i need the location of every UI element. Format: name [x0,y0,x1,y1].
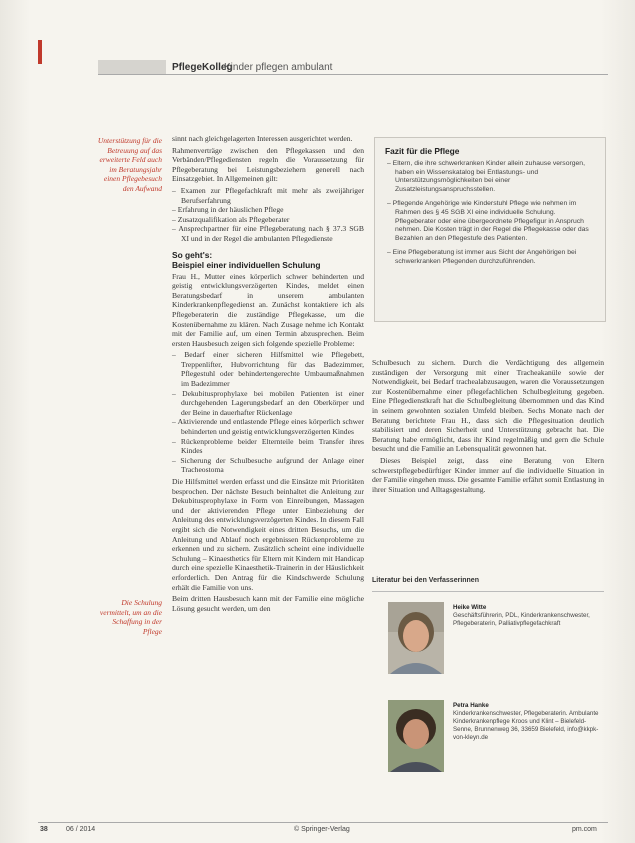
col1-paragraph-4: Die Hilfsmittel werden erfasst und die Einsätze mit Prioritäten besprochen. Der nächste Besuch beinhaltet die Anleitung zur Dekubitusprophylaxe in Form von Einreibungen, Massagen und der aktivierenden Pflege unter Einbeziehung der Anleitung des entwicklungsverzögerten Kindes. In diesem Fall ergibt sich die Notwendigkeit eines dritten Besuchs, um die Anleitung und Ablauf noch ergebnissen Rückenprobleme zu erkennen und zu sichern. Zusätzlich scheint eine individuelle Schulung – Kinaesthetics für Eltern mit Kindern mit Handicap durch eine spezielle Kinaesthetik-Trainerin in der Häuslichkeit erforderlich. Den Antrag für die Kindschwerde Schulung erhält die Familie von uns. [172,477,364,592]
section-heading [172,250,364,270]
fazit-list [375,160,605,267]
author-name: Heike Witte [453,604,487,611]
list-item: – Aktivierende und entlastende Pflege eines körperlich schwer behinderten und geistig entwicklungsverzögerten Kindes [172,417,364,436]
fazit-title: Fazit für die Pflege [385,146,460,156]
list-item: – Zusatzqualifikation als Pflegeberater [172,215,364,225]
col1-paragraph-5: Beim dritten Hausbesuch kann mit der Familie eine mögliche Lösung gesucht werden, um den [172,594,364,613]
list-item: – Examen zur Pflegefachkraft mit mehr als zweijähriger Berufserfahrung [172,186,364,205]
col1-problems-list [172,350,364,475]
footer-rule [38,822,608,823]
brand-label: PflegeKolleg [172,62,233,73]
author-photo-2 [388,700,444,772]
list-item: – Erfahrung in der häuslichen Pflege [172,205,364,215]
author-details: Geschäftsführerin, PDL, Kinderkrankenschwester, Pflegeberaterin, Palliativpflegefachkraft [453,612,590,627]
col2-paragraph-2: Dieses Beispiel zeigt, dass eine Beratung von Eltern schwerstpflegebedürftiger Kinder immer auf die individuelle Situation in der Familie eingehen muss. Die gesamte Familie erfährt somit Entlastung in ihrer Situation und Alltagsgestaltung. [372,455,604,494]
list-item: – Rückenprobleme beider Elternteile beim Transfer ihres Kindes [172,437,364,456]
author-details: Kinderkrankenschwester, Pflegeberaterin. Ambulante Kinderkrankenpflege Kroos und Klint – Bielefeld-Senne, Brunnenweg 36, 33659 Bielefeld, info@kkpk-von-kleyn.de [453,710,599,741]
heading-line-2: Beispiel einer individuellen Schulung [172,259,321,270]
author-info-2 [453,702,603,742]
list-item: – Ansprechpartner für eine Pflegeberatung nach § 37.3 SGB XI und in der Regel die ambulanten Pflegedienste [172,224,364,243]
column-1 [172,134,364,615]
section-subtitle: Kinder pflegen ambulant [224,62,333,73]
list-item: – Dekubitusprophylaxe bei mobilen Patienten ist einer durchgehenden Lagerungsbedarf an den Oberkörper und der Beine in dauerhafter Rückenlage [172,389,364,418]
col1-requirements-list [172,186,364,244]
author-name: Petra Hanke [453,702,489,709]
publisher-label: © Springer-Verlag [294,826,350,833]
list-item: – Sicherung der Schulbesuche aufgrund der Anlage einer Tracheostoma [172,456,364,475]
side-note-1: Unterstützung für die Betreuung auf das erweiterte Feld auch im Beratungsjahr einen Pflegebesuch den Aufwand [97,136,162,193]
issue-label: 06 / 2014 [66,826,96,833]
col1-paragraph-1: sinnt nach gleichgelagerten Interessen ausgerichtet werden. [172,134,353,143]
col2-paragraph-1: Schulbesuch zu sichern. Durch die Verdächtigung des allgemein zuständigen der Versorgung mit einer Tracheakanüle sowie der Notwendigkeit, bei Bedarf trachealabzusaugen, waren die Voraussetzungen zur Kostenübernahme einer pflegefachlichen Schulbegleitung gegeben. Eine Pflegedienstkraft hat die Schulbegleitung übernommen und das Kind in seinem gewohnten sozialen Umfeld bleiben. Sechs Monate nach der Beratung berichtete Frau H., dass sich die Pflegesituation deutlich stabilisiert und deren Sicherheit und Unterstützung gebracht hat. Die Beratung habe ermöglicht, dass ihr Kind regelmäßig und gern die Schule besucht und die Familie an Lebensqualität gewonnen hat. [372,358,604,454]
header-accent-bar [38,40,42,64]
col1-paragraph-3: Frau H., Mutter eines körperlich schwer behinderten und geistig entwicklungsverzögerten Kindes, meldet einen Beratungsbedarf in unserem ambulanten Kinderkrankenpflegedienst an. Zunächst kontaktiere ich als Pflegeberaterin die zuständige Pflegekasse, um die Kostenübernahme zu klären. Nach Zusage nehme ich Kontakt mit der Familie auf, um einen Termin abzusprechen. Beim ersten Hausbesuch zeigen sich folgende spezielle Probleme: [172,271,364,348]
authors-rule [372,591,604,592]
header-grey-block [98,60,166,74]
authors-heading: Literatur bei den Verfasserinnen [372,577,479,584]
heading-line-1: So geht's: [172,249,213,260]
portrait-icon [388,700,444,772]
fazit-box [374,137,606,322]
author-photo-1 [388,602,444,674]
header-rule [98,74,608,75]
list-item: – Eltern, die ihre schwerkranken Kinder allein zuhause versorgen, haben ein Wissenskatalog bei Entlastungs- und Unterstützungsmöglichkeiten bei einer Zusatzleistungsanspruchsstellen. [387,160,595,194]
list-item: – Pflegende Angehörige wie Kinderstuhl Pflege wie nehmen im Rahmen des § 45 SGB XI eine individuelle Schulung. Pflegeberater oder eine übergeordnete Pflegefigur in Anspruch nehmen. Die Kosten trägt in der Regel die Pflegekasse oder das Bezahlen an den Pflegestufe des Patienten. [387,200,595,243]
portrait-icon [388,602,444,674]
page-number: 38 [40,826,48,833]
col1-paragraph-2: Rahmenverträge zwischen den Pflegekassen und den Verbänden/Pflegediensten regeln die Voraussetzung für Pflegeberatung bei Leistungsbeziehern generell nach Einsatzgebiet. In Allgemeinen gilt: [172,145,364,184]
column-2 [372,358,604,496]
list-item: – Bedarf einer sicheren Hilfsmittel wie Pflegebett, Treppenlifter, Hubvorrichtung für das Badezimmer, Pflegestuhl oder behindertengerechte Umbaumaßnahmen im Badezimmer [172,350,364,388]
footer-url: pm.com [572,826,597,833]
author-info-1 [453,604,603,628]
list-item: – Eine Pflegeberatung ist immer aus Sicht der Angehörigen bei schwerkranken Pflegenden durchzuführenden. [387,249,595,266]
side-note-2: Die Schulung vermittelt, um an die Schaffung in der Pflege [99,598,162,636]
